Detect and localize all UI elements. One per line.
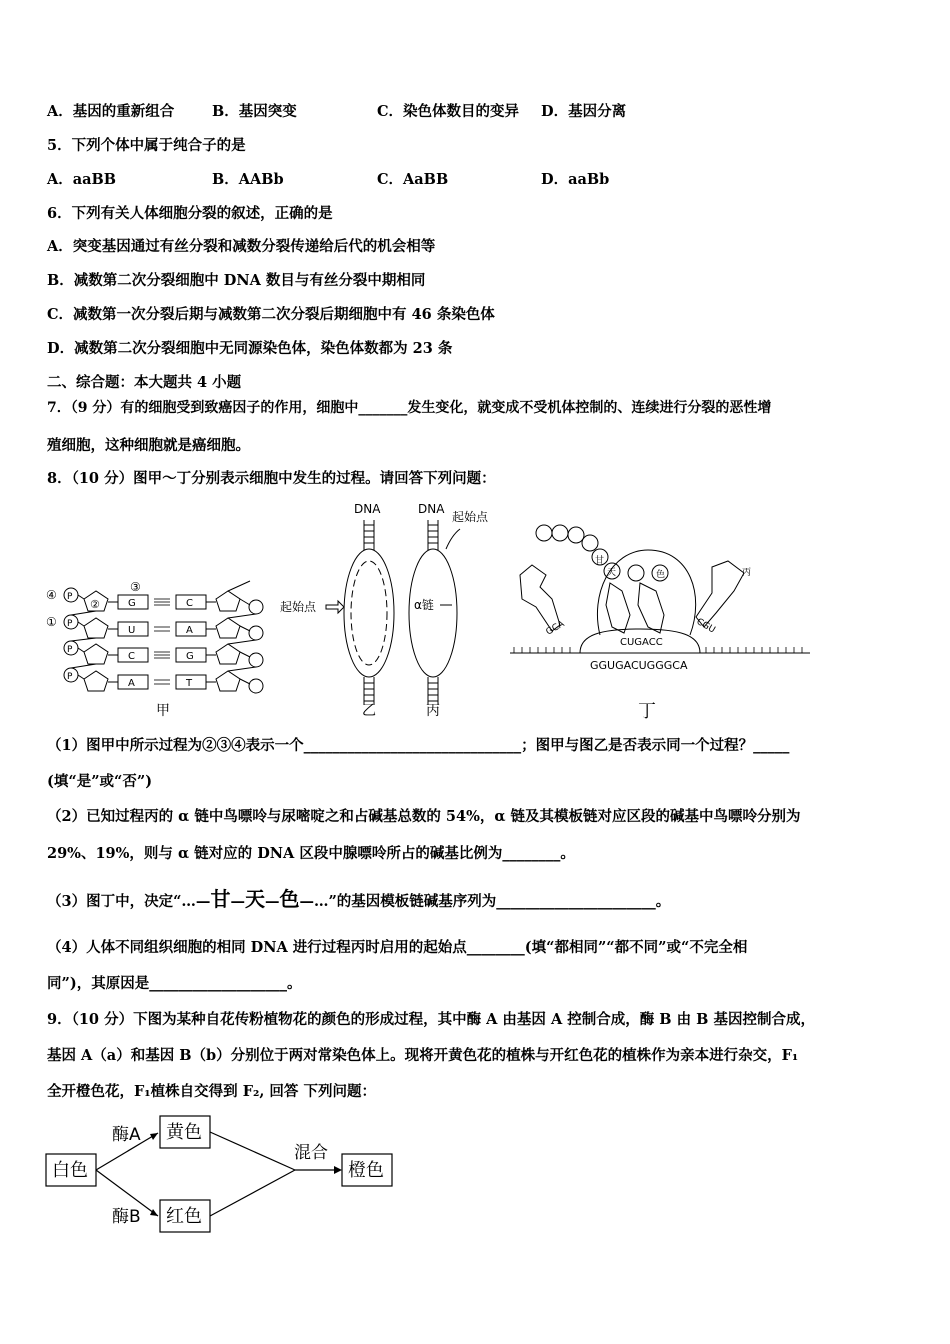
q6-option-c: C．减数第一次分裂后期与减数第二次分裂后期细胞中有 46 条染色体 bbox=[47, 306, 495, 323]
q6-stem: 6．下列有关人体细胞分裂的叙述，正确的是 bbox=[47, 205, 333, 222]
enzyme-b-label: 酶B bbox=[112, 1207, 141, 1227]
q8-part3: （3）图丁中，决定“…—甘—天—色—…”的基因模板链碱基序列为______________________。 bbox=[47, 887, 671, 911]
figure-yi bbox=[326, 502, 394, 705]
svg-text:A: A bbox=[186, 625, 193, 636]
aa-glyph-1: 甘 bbox=[210, 887, 231, 911]
svg-text:P: P bbox=[67, 672, 73, 682]
white-label: 白色 bbox=[52, 1160, 88, 1181]
svg-text:U: U bbox=[128, 625, 136, 636]
anticodon-right: CGU bbox=[694, 616, 717, 636]
q5-option-c: C．AaBB bbox=[377, 171, 449, 188]
mrna-sequence: GGUGACUGGGCA bbox=[590, 659, 688, 672]
mix-label: 混合 bbox=[294, 1143, 328, 1163]
q9-line-1: 9．（10 分）下图为某种自花传粉植物花的颜色的形成过程，其中酶 A 由基因 A 控制合成，酶 B 由 B 基因控制合成， bbox=[47, 1011, 815, 1028]
q4-option-b: B．基因突变 bbox=[212, 103, 297, 120]
amino-acid-3: 色 bbox=[656, 570, 666, 580]
q6-option-b: B．减数第二次分裂细胞中 DNA 数目与有丝分裂中期相同 bbox=[47, 272, 426, 289]
label-bing: 丙 bbox=[426, 703, 440, 719]
q8-part1-line1: （1）图甲中所示过程为②③④表示一个______________________________；图甲与图乙是否表示同一个过程？_____ bbox=[47, 737, 790, 754]
svg-text:G: G bbox=[186, 651, 194, 662]
label-alpha-chain: α链 bbox=[414, 598, 434, 612]
amino-acid-4: 丙 bbox=[742, 568, 752, 578]
label-3: ③ bbox=[130, 580, 141, 594]
q6-option-d: D．减数第二次分裂细胞中无同源染色体，染色体数都为 23 条 bbox=[47, 340, 453, 357]
anticodon-left: GCA bbox=[544, 619, 567, 638]
q8-figure bbox=[0, 495, 950, 725]
red-label: 红色 bbox=[166, 1206, 202, 1227]
q7-line-1: 7．（9 分）有的细胞受到致癌因子的作用，细胞中_______发生变化，就变成不受机体控制的、连续进行分裂的恶性增 bbox=[47, 400, 772, 416]
svg-text:C: C bbox=[128, 651, 135, 662]
q8-part4-line2: 同”)，其原因是___________________。 bbox=[47, 975, 302, 992]
q8-part4-line1: （4）人体不同组织细胞的相同 DNA 进行过程丙时启用的起始点________(填“都相同”“都不同”或“不完全相 bbox=[47, 939, 748, 956]
aa-glyph-2: 天 bbox=[244, 887, 265, 911]
q9-line-2: 基因 A（a）和基因 B（b）分别位于两对常染色体上。现将开黄色花的植株与开红色花的植株作为亲本进行杂交，F₁ bbox=[47, 1047, 799, 1064]
label-origin-yi: 起始点 bbox=[280, 600, 317, 614]
q4-option-a: A．基因的重新组合 bbox=[47, 103, 175, 120]
q9-pathway-diagram bbox=[40, 1110, 460, 1240]
svg-text:P: P bbox=[67, 619, 73, 629]
q8-part2-line1: （2）已知过程丙的 α 链中鸟嘌呤与尿嘧啶之和占碱基总数的 54%，α 链及其模板链对应区段的碱基中鸟嘌呤分别为 bbox=[47, 808, 801, 825]
q4-option-d: D．基因分离 bbox=[541, 103, 627, 120]
yellow-label: 黄色 bbox=[166, 1122, 202, 1143]
svg-text:P: P bbox=[67, 592, 73, 602]
label-4: ④ bbox=[46, 588, 57, 602]
svg-text:G: G bbox=[128, 598, 136, 609]
section-heading: 二、综合题：本大题共 4 小题 bbox=[47, 374, 242, 391]
q8-part2-line2: 29%、19%，则与 α 链对应的 DNA 区段中腺嘌呤所占的碱基比例为________。 bbox=[47, 845, 575, 862]
label-jia: 甲 bbox=[156, 703, 170, 719]
label-2: ② bbox=[90, 598, 100, 611]
svg-text:DNA: DNA bbox=[418, 502, 445, 516]
svg-text:A: A bbox=[128, 678, 135, 689]
q9-line-3: 全开橙色花，F₁植株自交得到 F₂, 回答 下列问题： bbox=[47, 1083, 376, 1100]
q8-part1-line2: (填“是”或“否”) bbox=[47, 773, 153, 790]
q5-option-b: B．AABb bbox=[212, 171, 284, 188]
q6-option-a: A．突变基因通过有丝分裂和减数分裂传递给后代的机会相等 bbox=[47, 238, 436, 255]
enzyme-a-label: 酶A bbox=[112, 1125, 141, 1145]
q8-stem: 8．（10 分）图甲～丁分别表示细胞中发生的过程。请回答下列问题： bbox=[47, 470, 496, 487]
anticodon-middle: CUGACC bbox=[620, 637, 663, 648]
svg-text:T: T bbox=[186, 678, 193, 689]
aa-glyph-3: 色 bbox=[279, 887, 300, 911]
amino-acid-2: 天 bbox=[607, 568, 617, 578]
q5-option-a: A．aaBB bbox=[47, 171, 117, 188]
svg-text:C: C bbox=[186, 598, 193, 609]
label-ding: 丁 bbox=[638, 701, 656, 722]
label-origin-bing: 起始点 bbox=[452, 510, 489, 524]
figure-jia bbox=[46, 580, 263, 693]
orange-label: 橙色 bbox=[348, 1160, 384, 1181]
svg-text:DNA: DNA bbox=[354, 502, 381, 516]
amino-acid-1: 甘 bbox=[595, 556, 605, 566]
label-yi: 乙 bbox=[362, 703, 376, 719]
svg-text:P: P bbox=[67, 645, 73, 655]
q5-option-d: D．aaBb bbox=[541, 171, 610, 188]
q4-option-c: C．染色体数目的变异 bbox=[377, 103, 520, 120]
label-1: ① bbox=[46, 615, 57, 629]
q5-stem: 5．下列个体中属于纯合子的是 bbox=[47, 137, 246, 154]
q7-line-2: 殖细胞，这种细胞就是癌细胞。 bbox=[47, 437, 250, 454]
